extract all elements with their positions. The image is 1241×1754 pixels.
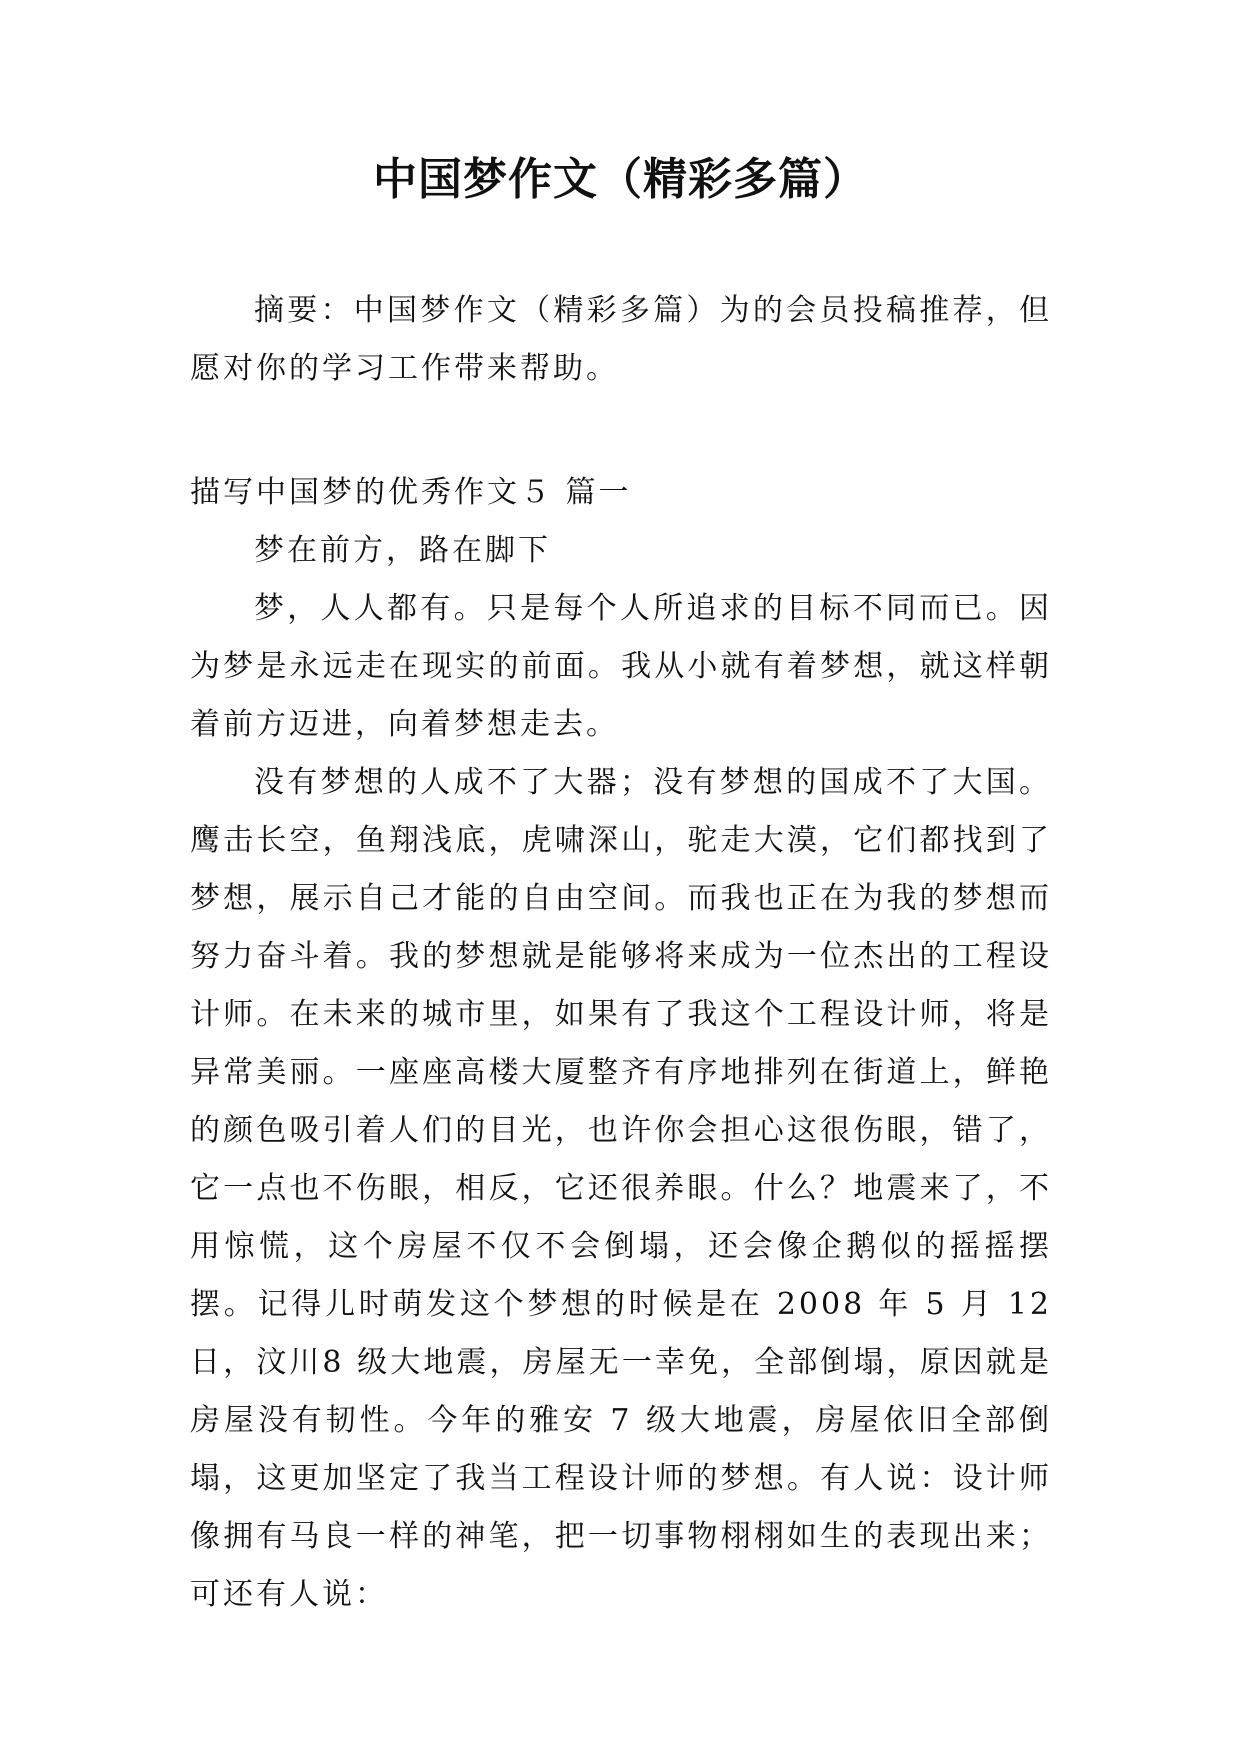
essay-paragraph: 没有梦想的人成不了大器；没有梦想的国成不了大国。鹰击长空，鱼翔浅底，虎啸深山，驼走大漠，它们都找到了梦想，展示自己才能的自由空间。而我也正在为我的梦想而努力奋斗着。我的梦想就是能够将来成为一位杰出的工程设计师。在未来的城市里，如果有了我这个工程设计师，将是异常美丽。一座座高楼大厦整齐有序地排列在街道上，鲜艳的颜色吸引着人们的目光，也许你会担心这很伤眼，错了，它一点也不伤眼，相反，它还很养眼。什么？地震来了，不用惊慌，这个房屋不仅不会倒塌，还会像企鹅似的摇摇摆摆。记得儿时萌发这个梦想的时候是在 2008 年 5 月 12 日，汶川8 级大地震，房屋无一幸免，全部倒塌，原因就是房屋没有韧性。今年的雅安 7 级大地震，房屋依旧全部倒塌，这更加坚定了我当工程设计师的梦想。有人说：设计师像拥有马良一样的神笔，把一切事物栩栩如生的表现出来；可还有人说： — [190, 765, 1052, 1612]
document-title: 中国梦作文（精彩多篇） — [373, 154, 868, 205]
essay-paragraph: 梦，人人都有。只是每个人所追求的目标不同而已。因为梦是永远走在现实的前面。我从小就有着梦想，就这样朝着前方迈进，向着梦想走去。 — [190, 591, 1052, 742]
essay-subtitle: 梦在前方，路在脚下 — [254, 533, 551, 568]
section-heading: 描写中国梦的优秀作文５ 篇一 — [190, 475, 632, 510]
essay-content — [190, 522, 1052, 1624]
abstract-paragraph: 摘要：中国梦作文（精彩多篇）为的会员投稿推荐，但愿对你的学习工作带来帮助。 — [190, 293, 1052, 386]
